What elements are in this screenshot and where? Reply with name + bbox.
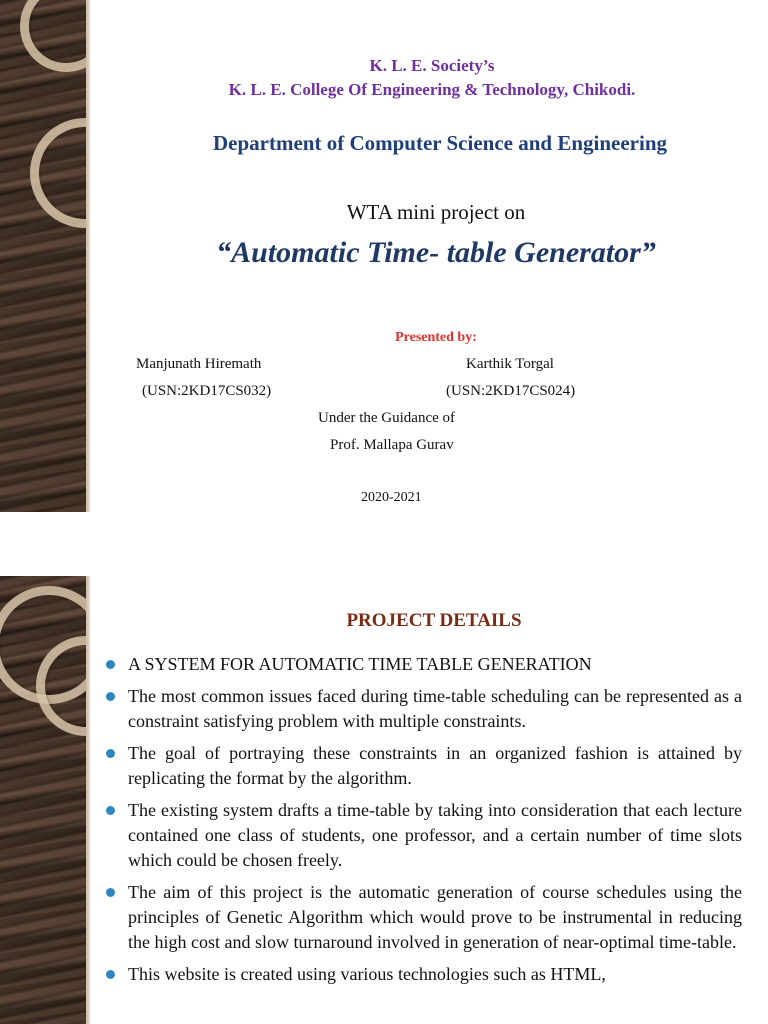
presenter-usn: (USN:2KD17CS032)	[142, 383, 272, 399]
society-name: K. L. E. Society’s	[369, 56, 495, 75]
department-title: Department of Computer Science and Engineering	[213, 131, 667, 155]
list-item: The goal of portraying these constraints in an organized fashion is attained by replicating the format by the algorithm.	[104, 741, 742, 791]
list-item: A SYSTEM FOR AUTOMATIC TIME TABLE GENERATION	[104, 652, 742, 677]
project-label: WTA mini project on	[346, 200, 526, 224]
academic-year: 2020-2021	[361, 490, 422, 505]
list-item: The existing system drafts a time-table by taking into consideration that each lecture contained one class of students, one professor, and a certain number of time slots which could be chosen freely.	[104, 798, 742, 873]
guide-name: Prof. Mallapa Gurav	[330, 437, 454, 453]
presenter-usn: (USN:2KD17CS024)	[446, 383, 576, 399]
presenter-name: Karthik Torgal	[466, 356, 554, 372]
guidance-label: Under the Guidance of	[318, 410, 456, 426]
list-item: The most common issues faced during time-table scheduling can be represented as a constraint satisfying problem with multiple constraints.	[104, 684, 742, 734]
presented-by-label: Presented by:	[395, 330, 477, 345]
list-item: The aim of this project is the automatic generation of course schedules using the principles of Genetic Algorithm which would prove to be instrumental in reducing the high cost and slow turnaround involved in generation of near-optimal time-table.	[104, 880, 742, 955]
project-details-heading: PROJECT DETAILS	[346, 610, 522, 631]
project-title: “Automatic Time- table Generator”	[216, 236, 656, 269]
slide-separator	[0, 512, 768, 576]
wood-panel	[0, 0, 90, 512]
project-details-list	[104, 652, 742, 994]
college-name: K. L. E. College Of Engineering & Technology, Chikodi.	[228, 80, 636, 99]
list-item: This website is created using various technologies such as HTML,	[104, 962, 742, 987]
wood-panel	[0, 576, 90, 1024]
presenter-name: Manjunath Hiremath	[136, 356, 262, 372]
